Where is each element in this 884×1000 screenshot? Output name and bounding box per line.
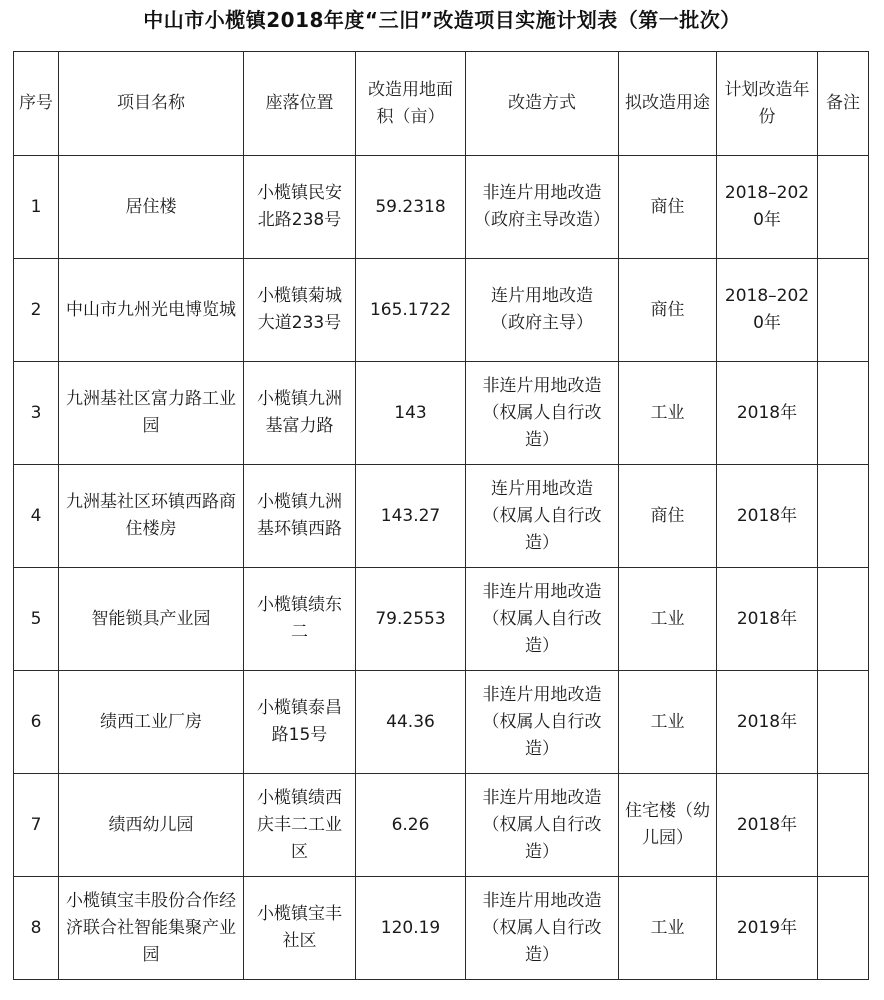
cell-year: 2018–2020年 (717, 259, 818, 362)
cell-name: 九洲基社区富力路工业园 (59, 362, 244, 465)
cell-method: 非连片用地改造（权属人自行改造） (466, 362, 619, 465)
table-row (14, 259, 869, 362)
cell-year: 2019年 (717, 877, 818, 980)
cell-use: 工业 (619, 671, 717, 774)
cell-location: 小榄镇绩西庆丰二工业区 (244, 774, 356, 877)
table-row (14, 568, 869, 671)
cell-name: 绩西工业厂房 (59, 671, 244, 774)
cell-year: 2018年 (717, 568, 818, 671)
cell-seq: 8 (14, 877, 59, 980)
cell-use: 商住 (619, 465, 717, 568)
cell-remark (818, 465, 869, 568)
cell-location: 小榄镇绩东二 (244, 568, 356, 671)
header-method: 改造方式 (466, 52, 619, 156)
cell-use: 工业 (619, 362, 717, 465)
cell-name: 居住楼 (59, 156, 244, 259)
header-name: 项目名称 (59, 52, 244, 156)
table-row (14, 465, 869, 568)
cell-name: 九洲基社区环镇西路商住楼房 (59, 465, 244, 568)
table-row (14, 671, 869, 774)
cell-remark (818, 156, 869, 259)
cell-method: 连片用地改造 （政府主导） (466, 259, 619, 362)
table-row (14, 774, 869, 877)
header-row (14, 52, 869, 156)
cell-year: 2018年 (717, 671, 818, 774)
cell-location: 小榄镇九洲基环镇西路 (244, 465, 356, 568)
cell-seq: 5 (14, 568, 59, 671)
cell-seq: 6 (14, 671, 59, 774)
cell-seq: 1 (14, 156, 59, 259)
cell-location: 小榄镇宝丰社区 (244, 877, 356, 980)
cell-location: 小榄镇民安北路238号 (244, 156, 356, 259)
cell-area: 165.1722 (356, 259, 466, 362)
cell-remark (818, 362, 869, 465)
header-remark: 备注 (818, 52, 869, 156)
cell-location: 小榄镇九洲基富力路 (244, 362, 356, 465)
cell-name: 小榄镇宝丰股份合作经济联合社智能集聚产业园 (59, 877, 244, 980)
cell-use: 住宅楼（幼儿园） (619, 774, 717, 877)
cell-name: 中山市九州光电博览城 (59, 259, 244, 362)
cell-location: 小榄镇泰昌路15号 (244, 671, 356, 774)
cell-name: 绩西幼儿园 (59, 774, 244, 877)
cell-use: 工业 (619, 877, 717, 980)
cell-method: 连片用地改造 （权属人自行改造） (466, 465, 619, 568)
cell-area: 120.19 (356, 877, 466, 980)
cell-area: 143 (356, 362, 466, 465)
cell-name: 智能锁具产业园 (59, 568, 244, 671)
page-title: 中山市小榄镇2018年度“三旧”改造项目实施计划表（第一批次） (143, 8, 741, 32)
cell-remark (818, 877, 869, 980)
table-row (14, 362, 869, 465)
cell-method: 非连片用地改造 （权属人自行改造） (466, 774, 619, 877)
header-location: 座落位置 (244, 52, 356, 156)
project-table (13, 51, 869, 980)
cell-area: 6.26 (356, 774, 466, 877)
cell-remark (818, 671, 869, 774)
table-row (14, 877, 869, 980)
header-seq: 序号 (14, 52, 59, 156)
cell-area: 79.2553 (356, 568, 466, 671)
cell-area: 143.27 (356, 465, 466, 568)
cell-seq: 2 (14, 259, 59, 362)
cell-seq: 3 (14, 362, 59, 465)
cell-use: 工业 (619, 568, 717, 671)
cell-method: 非连片用地改造 （权属人自行改造） (466, 568, 619, 671)
cell-year: 2018年 (717, 362, 818, 465)
cell-method: 非连片用地改造（权属人自行改造） (466, 877, 619, 980)
cell-seq: 7 (14, 774, 59, 877)
cell-area: 44.36 (356, 671, 466, 774)
cell-seq: 4 (14, 465, 59, 568)
cell-year: 2018–2020年 (717, 156, 818, 259)
header-area: 改造用地面积（亩） (356, 52, 466, 156)
cell-location: 小榄镇菊城大道233号 (244, 259, 356, 362)
cell-method: 非连片用地改造 （政府主导改造） (466, 156, 619, 259)
cell-year: 2018年 (717, 465, 818, 568)
cell-remark (818, 774, 869, 877)
cell-use: 商住 (619, 259, 717, 362)
cell-remark (818, 568, 869, 671)
cell-year: 2018年 (717, 774, 818, 877)
header-year: 计划改造年份 (717, 52, 818, 156)
header-use: 拟改造用途 (619, 52, 717, 156)
cell-remark (818, 259, 869, 362)
cell-method: 非连片用地改造 （权属人自行改造） (466, 671, 619, 774)
cell-area: 59.2318 (356, 156, 466, 259)
table-row (14, 156, 869, 259)
cell-use: 商住 (619, 156, 717, 259)
